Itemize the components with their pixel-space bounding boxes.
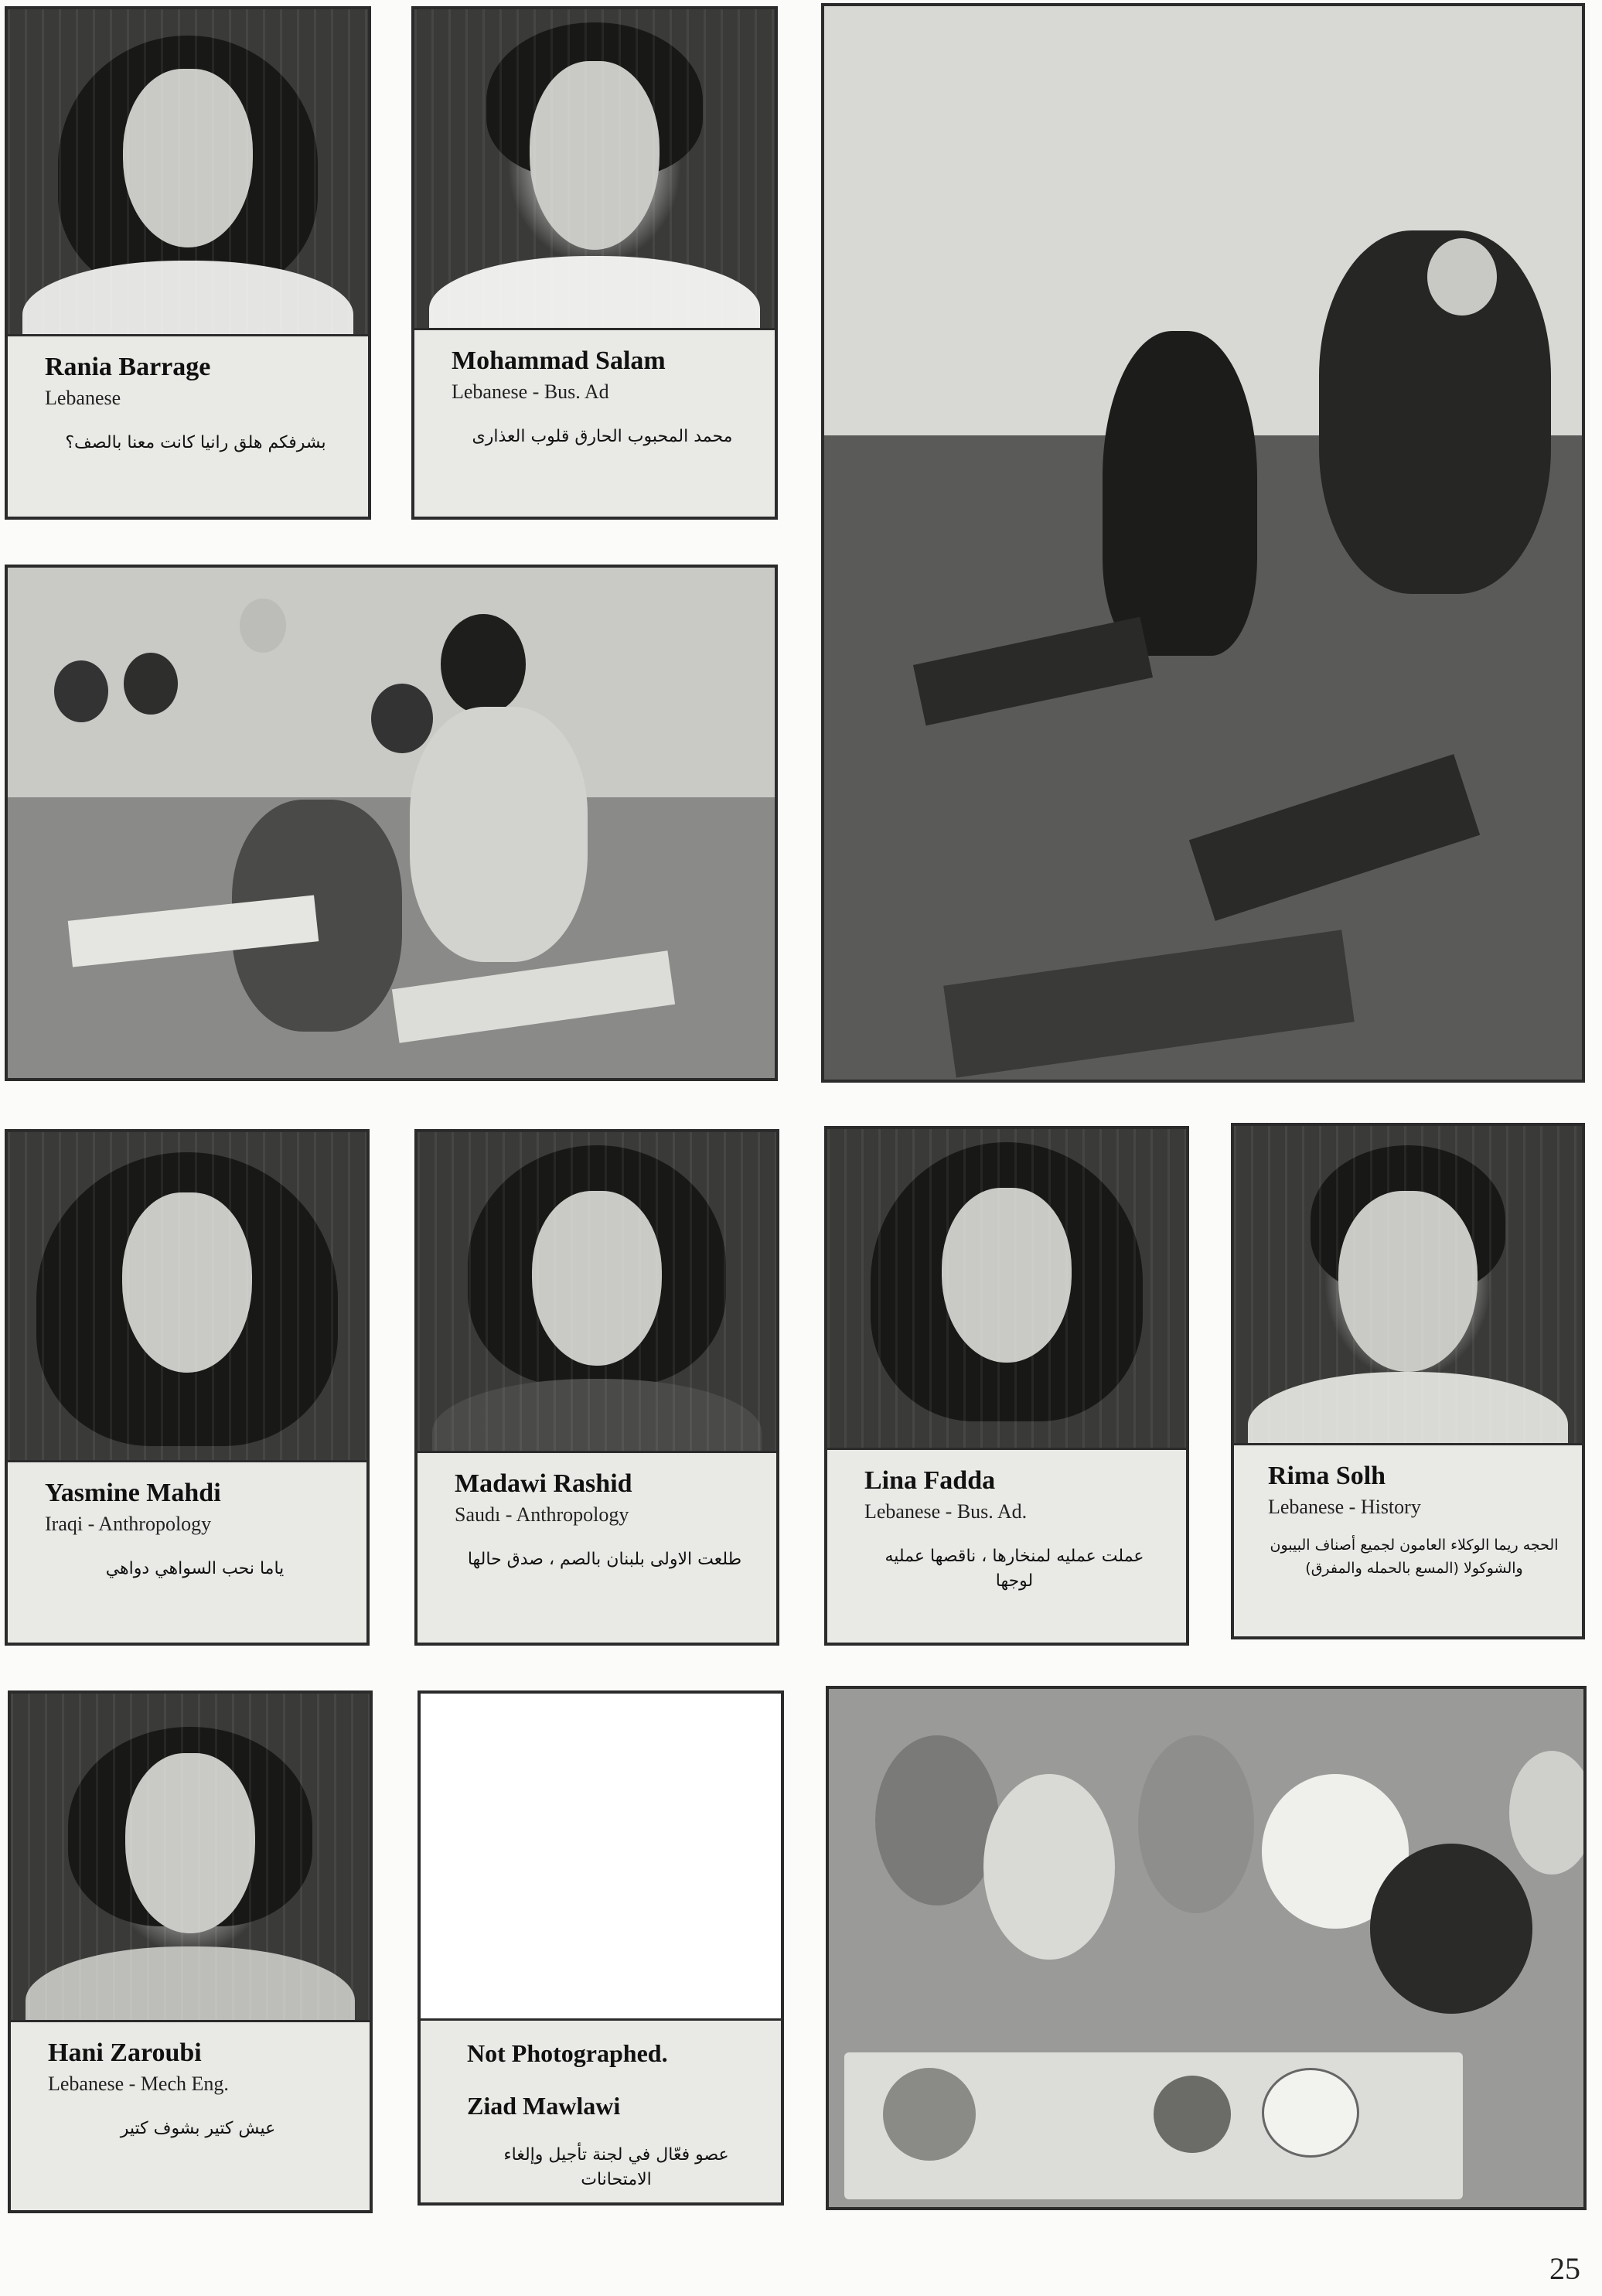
- child-figure: [1138, 1735, 1254, 1913]
- student-quote: عصو فعّال في لجنة تأجيل وإلغاء الامتحانات: [503, 2145, 729, 2189]
- student-quote: ياما نحب السواهي دواهي: [105, 1559, 285, 1578]
- student-card-yasmine-mahdi: [5, 1129, 370, 1646]
- student-quote: الحجه ريما الوكلاء العامون لجميع أصناف البيبون والشوكولا (المسع بالحمله والمفرق): [1270, 1537, 1559, 1577]
- student-info: Lebanese - Bus. Ad: [452, 380, 609, 403]
- cake-shape: [883, 2068, 976, 2161]
- student-card-rania-barrage: [5, 6, 371, 520]
- student-name: Rania Barrage: [45, 353, 211, 381]
- student-face: [1427, 238, 1497, 316]
- student-name: Lina Fadda: [864, 1466, 996, 1495]
- child-figure: [875, 1735, 999, 1905]
- empty-photo-slot: [421, 1694, 781, 2025]
- student-info: Iraqi - Anthropology: [45, 1513, 212, 1535]
- student-quote: عملت عمليه لمنخارها ، ناقصها عمليه لوجها: [885, 1547, 1144, 1591]
- student-name: Yasmine Mahdi: [45, 1479, 221, 1507]
- student-quote: عيش كتير بشوف كتير: [120, 2119, 276, 2138]
- hair-shape: [68, 1727, 312, 1926]
- child-figure: [1370, 1844, 1532, 2014]
- desk-shape: [392, 950, 675, 1042]
- student-info: Lebanese - History: [1268, 1496, 1421, 1518]
- student-name: Madawi Rashid: [455, 1469, 632, 1498]
- party-photo: [826, 1686, 1587, 2210]
- face-shape: [942, 1188, 1071, 1363]
- student-head: [54, 660, 108, 722]
- face-shape: [122, 1192, 251, 1373]
- shoulders-shape: [1248, 1372, 1568, 1449]
- student-quote: محمد المحبوب الحارق قلوب العذارى: [472, 427, 733, 446]
- cake-shape: [1262, 2068, 1359, 2158]
- caption: [827, 1448, 1186, 1643]
- student-card-lina-fadda: [824, 1126, 1189, 1646]
- portrait-photo: [8, 9, 368, 340]
- hair-shape: [36, 1152, 338, 1446]
- page-number: 25: [1549, 2251, 1580, 2286]
- caption: [11, 2020, 370, 2210]
- shoulders-shape: [429, 256, 761, 334]
- hair-shape: [486, 22, 703, 179]
- student-name: Rima Solh: [1268, 1462, 1386, 1490]
- classroom-photo-group: [5, 565, 778, 1081]
- photo-scene: [824, 6, 1582, 1080]
- caption: [8, 334, 368, 517]
- student-info: Saudı - Anthropology: [455, 1503, 629, 1526]
- student-card-ziad-mawlawi: [418, 1690, 784, 2206]
- child-figure: [983, 1774, 1115, 1960]
- hair-shape: [58, 36, 318, 294]
- face-shape: [1338, 1191, 1478, 1372]
- student-quote: بشرفكم هلق رانيا كانت معنا بالصف؟: [65, 433, 326, 452]
- portrait-photo: [11, 1694, 370, 2026]
- hair-shape: [1311, 1145, 1505, 1294]
- student-head: [441, 614, 526, 715]
- hair-shape: [468, 1145, 726, 1386]
- student-head: [371, 684, 433, 753]
- shoulders-shape: [26, 1946, 356, 2026]
- shoulders-shape: [432, 1379, 762, 1457]
- caption: [8, 1460, 366, 1643]
- face-shape: [530, 61, 660, 250]
- wall: [8, 568, 775, 797]
- photo-scene: [829, 1689, 1583, 2207]
- student-info: Lebanese - Mech Eng.: [48, 2073, 229, 2095]
- portrait-photo: [1234, 1126, 1582, 1449]
- portrait-photo: [827, 1129, 1186, 1454]
- student-head: [124, 653, 178, 715]
- standing-student-figure: [410, 707, 588, 962]
- student-info: Lebanese: [45, 387, 121, 409]
- student-name: Ziad Mawlawi: [467, 2092, 621, 2120]
- student-card-hani-zaroubi: [8, 1690, 373, 2213]
- portrait-photo: [414, 9, 775, 334]
- child-figure: [1509, 1751, 1587, 1875]
- not-photographed-label: Not Photographed.: [467, 2039, 668, 2067]
- student-head: [240, 599, 286, 653]
- student-name: Hani Zaroubi: [48, 2038, 202, 2067]
- portrait-photo: [418, 1132, 776, 1457]
- student-info: Lebanese - Bus. Ad.: [864, 1500, 1028, 1523]
- student-name: Mohammad Salam: [452, 346, 666, 375]
- caption: [418, 1451, 776, 1643]
- seated-student-figure: [1103, 331, 1257, 656]
- classroom-photo-large: [821, 3, 1585, 1083]
- photo-scene: [8, 568, 775, 1078]
- face-shape: [125, 1753, 254, 1933]
- student-quote: طلعت الاولى بلبنان بالصم ، صدق حالها: [467, 1550, 742, 1569]
- caption: [1234, 1443, 1582, 1636]
- shoulders-shape: [22, 261, 354, 340]
- student-card-mohammad-salam: [411, 6, 778, 520]
- face-shape: [123, 69, 253, 247]
- hair-shape: [871, 1142, 1144, 1421]
- cake-shape: [1154, 2076, 1231, 2153]
- caption: [414, 328, 775, 517]
- student-card-rima-solh: [1231, 1123, 1585, 1639]
- student-card-madawi-rashid: [414, 1129, 779, 1646]
- portrait-photo: [8, 1132, 366, 1466]
- face-shape: [532, 1191, 661, 1366]
- caption: [421, 2018, 781, 2202]
